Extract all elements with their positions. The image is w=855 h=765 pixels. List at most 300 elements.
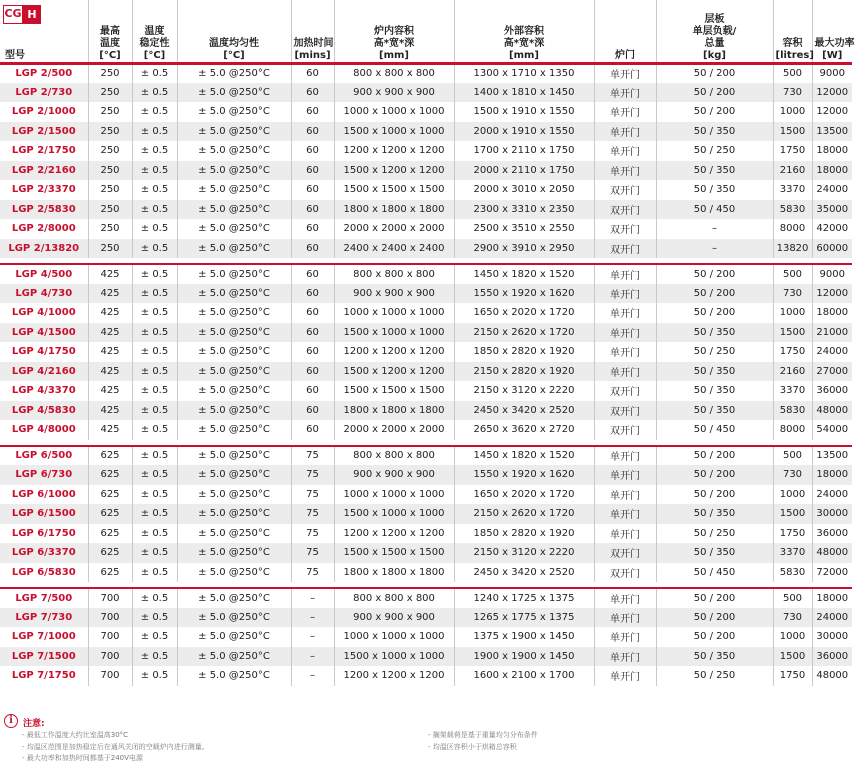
header-temp-stability: 温度 稳定性 [°C] — [132, 0, 177, 63]
cell-uniformity: ± 5.0 @250°C — [177, 420, 291, 440]
cell-model: LGP 7/1000 — [0, 627, 88, 647]
cell-max-temp: 625 — [88, 485, 132, 505]
cell-external: 1300 x 1710 x 1350 — [454, 63, 594, 83]
header-max-power: 最大功率 [W] — [812, 0, 852, 63]
cell-model: LGP 7/730 — [0, 608, 88, 628]
cell-uniformity: ± 5.0 @250°C — [177, 141, 291, 161]
cell-heatup: – — [291, 666, 334, 686]
table-row — [0, 141, 852, 161]
cell-door: 双开门 — [594, 563, 656, 583]
cell-shelf-load: 50 / 200 — [656, 588, 773, 608]
note-item: - 最低工作温度大约比室温高30°C — [22, 731, 129, 739]
cell-stability: ± 0.5 — [132, 362, 177, 382]
cell-max-power: 13500 — [812, 122, 852, 142]
cell-model: LGP 6/1000 — [0, 485, 88, 505]
cell-door: 双开门 — [594, 180, 656, 200]
cell-volume: 500 — [773, 446, 812, 466]
cell-max-temp: 250 — [88, 180, 132, 200]
cell-max-power: 12000 — [812, 83, 852, 103]
cell-uniformity: ± 5.0 @250°C — [177, 465, 291, 485]
table-row — [0, 63, 852, 83]
table-row — [0, 627, 852, 647]
cell-internal: 900 x 900 x 900 — [334, 608, 454, 628]
cell-max-temp: 425 — [88, 323, 132, 343]
cell-internal: 900 x 900 x 900 — [334, 465, 454, 485]
cell-internal: 1500 x 1200 x 1200 — [334, 362, 454, 382]
cell-external: 1550 x 1920 x 1620 — [454, 465, 594, 485]
cell-stability: ± 0.5 — [132, 200, 177, 220]
cell-max-temp: 425 — [88, 264, 132, 284]
cell-volume: 2160 — [773, 362, 812, 382]
cell-uniformity: ± 5.0 @250°C — [177, 647, 291, 667]
cell-door: 单开门 — [594, 485, 656, 505]
note-item: - 最大功率和加热时间都基于240V电源 — [22, 754, 143, 762]
table-row — [0, 381, 852, 401]
cell-shelf-load: 50 / 200 — [656, 485, 773, 505]
cell-door: 单开门 — [594, 524, 656, 544]
cell-shelf-load: 50 / 200 — [656, 465, 773, 485]
cell-max-temp: 250 — [88, 63, 132, 83]
table-row — [0, 608, 852, 628]
cell-external: 1400 x 1810 x 1450 — [454, 83, 594, 103]
cell-volume: 1750 — [773, 524, 812, 544]
cell-volume: 1000 — [773, 102, 812, 122]
cell-max-temp: 250 — [88, 161, 132, 181]
cell-uniformity: ± 5.0 @250°C — [177, 666, 291, 686]
cell-max-power: 36000 — [812, 647, 852, 667]
table-row — [0, 102, 852, 122]
cell-internal: 900 x 900 x 900 — [334, 284, 454, 304]
cell-external: 1650 x 2020 x 1720 — [454, 303, 594, 323]
cell-max-temp: 250 — [88, 200, 132, 220]
cell-external: 2650 x 3620 x 2720 — [454, 420, 594, 440]
cell-external: 1240 x 1725 x 1375 — [454, 588, 594, 608]
cell-door: 双开门 — [594, 239, 656, 259]
cell-shelf-load: – — [656, 219, 773, 239]
cell-volume: 3370 — [773, 543, 812, 563]
cell-max-power: 24000 — [812, 342, 852, 362]
cell-heatup: 60 — [291, 401, 334, 421]
cell-max-power: 9000 — [812, 63, 852, 83]
cell-door: 单开门 — [594, 504, 656, 524]
cell-external: 2900 x 3910 x 2950 — [454, 239, 594, 259]
cell-max-temp: 425 — [88, 284, 132, 304]
cell-external: 2450 x 3420 x 2520 — [454, 563, 594, 583]
cell-model: LGP 2/1500 — [0, 122, 88, 142]
cell-heatup: 60 — [291, 420, 334, 440]
cell-door: 单开门 — [594, 141, 656, 161]
cell-uniformity: ± 5.0 @250°C — [177, 342, 291, 362]
cell-external: 2150 x 2620 x 1720 — [454, 504, 594, 524]
cell-external: 1650 x 2020 x 1720 — [454, 485, 594, 505]
header-temp-uniformity: 温度均匀性 [°C] — [177, 0, 291, 63]
header-max-temp: 最高 温度 [°C] — [88, 0, 132, 63]
cell-max-temp: 625 — [88, 524, 132, 544]
table-row — [0, 303, 852, 323]
table-row — [0, 446, 852, 466]
cell-internal: 1000 x 1000 x 1000 — [334, 303, 454, 323]
cell-shelf-load: 50 / 200 — [656, 446, 773, 466]
cell-model: LGP 4/8000 — [0, 420, 88, 440]
cell-door: 单开门 — [594, 666, 656, 686]
cell-external: 1600 x 2100 x 1700 — [454, 666, 594, 686]
cell-model: LGP 4/1000 — [0, 303, 88, 323]
table-row — [0, 588, 852, 608]
cell-model: LGP 4/730 — [0, 284, 88, 304]
cell-stability: ± 0.5 — [132, 180, 177, 200]
cell-door: 单开门 — [594, 102, 656, 122]
cell-uniformity: ± 5.0 @250°C — [177, 122, 291, 142]
cell-external: 2300 x 3310 x 2350 — [454, 200, 594, 220]
cell-door: 单开门 — [594, 608, 656, 628]
cell-stability: ± 0.5 — [132, 161, 177, 181]
cell-shelf-load: 50 / 350 — [656, 401, 773, 421]
cell-heatup: 60 — [291, 303, 334, 323]
cell-uniformity: ± 5.0 @250°C — [177, 303, 291, 323]
note-item: - 均温区容积小于烘箱总容积 — [428, 742, 517, 751]
cell-heatup: 60 — [291, 141, 334, 161]
cell-stability: ± 0.5 — [132, 264, 177, 284]
table-row — [0, 200, 852, 220]
notes-right — [428, 730, 538, 753]
cell-stability: ± 0.5 — [132, 303, 177, 323]
cell-heatup: 60 — [291, 63, 334, 83]
cell-external: 1450 x 1820 x 1520 — [454, 264, 594, 284]
cell-max-power: 21000 — [812, 323, 852, 343]
table-row — [0, 284, 852, 304]
cell-model: LGP 6/730 — [0, 465, 88, 485]
cell-max-power: 18000 — [812, 141, 852, 161]
cell-heatup: 60 — [291, 323, 334, 343]
cell-volume: 2160 — [773, 161, 812, 181]
cell-shelf-load: 50 / 350 — [656, 362, 773, 382]
cell-stability: ± 0.5 — [132, 420, 177, 440]
table-row — [0, 323, 852, 343]
cell-door: 单开门 — [594, 122, 656, 142]
cell-uniformity: ± 5.0 @250°C — [177, 284, 291, 304]
cell-door: 单开门 — [594, 83, 656, 103]
cell-model: LGP 2/500 — [0, 63, 88, 83]
cell-stability: ± 0.5 — [132, 141, 177, 161]
cell-internal: 1200 x 1200 x 1200 — [334, 342, 454, 362]
cell-heatup: – — [291, 608, 334, 628]
cell-max-temp: 425 — [88, 342, 132, 362]
table-row — [0, 647, 852, 667]
notes-section — [0, 712, 812, 765]
cell-door: 单开门 — [594, 161, 656, 181]
cell-heatup: – — [291, 588, 334, 608]
cell-max-power: 12000 — [812, 102, 852, 122]
cell-max-temp: 250 — [88, 239, 132, 259]
cell-door: 单开门 — [594, 342, 656, 362]
cell-door: 双开门 — [594, 381, 656, 401]
cell-volume: 1500 — [773, 504, 812, 524]
cell-stability: ± 0.5 — [132, 219, 177, 239]
cell-external: 1265 x 1775 x 1375 — [454, 608, 594, 628]
cell-internal: 1500 x 1000 x 1000 — [334, 504, 454, 524]
cell-max-power: 18000 — [812, 588, 852, 608]
cell-max-power: 18000 — [812, 303, 852, 323]
cell-uniformity: ± 5.0 @250°C — [177, 543, 291, 563]
cell-stability: ± 0.5 — [132, 627, 177, 647]
cell-stability: ± 0.5 — [132, 563, 177, 583]
cell-external: 1850 x 2820 x 1920 — [454, 342, 594, 362]
cell-max-temp: 425 — [88, 420, 132, 440]
cell-max-temp: 425 — [88, 381, 132, 401]
table-row — [0, 161, 852, 181]
cell-max-temp: 700 — [88, 647, 132, 667]
cell-shelf-load: 50 / 450 — [656, 200, 773, 220]
cell-max-temp: 700 — [88, 627, 132, 647]
cell-door: 单开门 — [594, 323, 656, 343]
cell-internal: 1500 x 1500 x 1500 — [334, 543, 454, 563]
cell-shelf-load: 50 / 350 — [656, 122, 773, 142]
cell-heatup: 60 — [291, 102, 334, 122]
cell-model: LGP 6/3370 — [0, 543, 88, 563]
cell-internal: 1500 x 1500 x 1500 — [334, 180, 454, 200]
cell-volume: 3370 — [773, 180, 812, 200]
cell-heatup: – — [291, 627, 334, 647]
table-row — [0, 485, 852, 505]
cell-stability: ± 0.5 — [132, 666, 177, 686]
cell-shelf-load: 50 / 200 — [656, 284, 773, 304]
note-item: - 搁架载荷是基于重量均匀分布条件 — [428, 731, 538, 739]
cell-shelf-load: 50 / 350 — [656, 180, 773, 200]
cell-heatup: 60 — [291, 381, 334, 401]
cell-max-power: 36000 — [812, 524, 852, 544]
table-row — [0, 239, 852, 259]
cell-stability: ± 0.5 — [132, 381, 177, 401]
cell-volume: 1750 — [773, 141, 812, 161]
cell-external: 2450 x 3420 x 2520 — [454, 401, 594, 421]
cell-shelf-load: 50 / 350 — [656, 543, 773, 563]
cell-model: LGP 4/500 — [0, 264, 88, 284]
cell-max-power: 18000 — [812, 465, 852, 485]
cell-volume: 3370 — [773, 381, 812, 401]
cell-uniformity: ± 5.0 @250°C — [177, 161, 291, 181]
cell-volume: 730 — [773, 465, 812, 485]
cell-external: 1500 x 1910 x 1550 — [454, 102, 594, 122]
cell-uniformity: ± 5.0 @250°C — [177, 627, 291, 647]
cell-door: 双开门 — [594, 401, 656, 421]
cell-internal: 2000 x 2000 x 2000 — [334, 219, 454, 239]
cell-model: LGP 6/500 — [0, 446, 88, 466]
cell-external: 2150 x 2620 x 1720 — [454, 323, 594, 343]
cell-shelf-load: 50 / 200 — [656, 627, 773, 647]
table-row — [0, 342, 852, 362]
header-model: CG H 型号 — [0, 0, 88, 63]
cell-shelf-load: 50 / 200 — [656, 83, 773, 103]
cell-uniformity: ± 5.0 @250°C — [177, 563, 291, 583]
cell-max-temp: 625 — [88, 504, 132, 524]
cell-max-power: 48000 — [812, 401, 852, 421]
cell-max-temp: 700 — [88, 588, 132, 608]
cell-uniformity: ± 5.0 @250°C — [177, 381, 291, 401]
cell-stability: ± 0.5 — [132, 323, 177, 343]
cell-stability: ± 0.5 — [132, 647, 177, 667]
cell-heatup: 60 — [291, 122, 334, 142]
cell-model: LGP 7/1500 — [0, 647, 88, 667]
cell-volume: 500 — [773, 264, 812, 284]
cell-max-power: 42000 — [812, 219, 852, 239]
table-row — [0, 666, 852, 686]
cell-shelf-load: 50 / 200 — [656, 264, 773, 284]
cell-volume: 1500 — [773, 647, 812, 667]
cell-model: LGP 6/1500 — [0, 504, 88, 524]
cell-max-power: 36000 — [812, 381, 852, 401]
cell-external: 1375 x 1900 x 1450 — [454, 627, 594, 647]
cell-heatup: 75 — [291, 465, 334, 485]
cell-model: LGP 4/1750 — [0, 342, 88, 362]
cell-uniformity: ± 5.0 @250°C — [177, 264, 291, 284]
cell-max-temp: 700 — [88, 608, 132, 628]
table-row — [0, 264, 852, 284]
cell-heatup: – — [291, 647, 334, 667]
cell-max-temp: 250 — [88, 83, 132, 103]
cell-external: 1450 x 1820 x 1520 — [454, 446, 594, 466]
notes-title: 注意: — [23, 719, 45, 729]
cell-door: 单开门 — [594, 446, 656, 466]
cell-shelf-load: 50 / 250 — [656, 666, 773, 686]
cell-heatup: 75 — [291, 504, 334, 524]
cell-uniformity: ± 5.0 @250°C — [177, 362, 291, 382]
cell-uniformity: ± 5.0 @250°C — [177, 102, 291, 122]
cell-uniformity: ± 5.0 @250°C — [177, 239, 291, 259]
cell-internal: 1500 x 1000 x 1000 — [334, 323, 454, 343]
cell-max-temp: 250 — [88, 122, 132, 142]
cell-stability: ± 0.5 — [132, 465, 177, 485]
cell-model: LGP 2/8000 — [0, 219, 88, 239]
cell-stability: ± 0.5 — [132, 63, 177, 83]
cell-heatup: 60 — [291, 219, 334, 239]
cell-internal: 1500 x 1000 x 1000 — [334, 647, 454, 667]
table-row — [0, 122, 852, 142]
cell-volume: 730 — [773, 83, 812, 103]
cell-door: 单开门 — [594, 627, 656, 647]
cell-model: LGP 7/1750 — [0, 666, 88, 686]
header-heatup-time: 加热时间 [mins] — [291, 0, 334, 63]
cell-max-power: 13500 — [812, 446, 852, 466]
cell-stability: ± 0.5 — [132, 524, 177, 544]
cell-stability: ± 0.5 — [132, 504, 177, 524]
cell-max-temp: 425 — [88, 303, 132, 323]
table-row — [0, 465, 852, 485]
table-row — [0, 180, 852, 200]
cell-max-temp: 425 — [88, 362, 132, 382]
cell-internal: 800 x 800 x 800 — [334, 63, 454, 83]
brand-logo: CG H — [3, 5, 41, 24]
cell-internal: 1500 x 1500 x 1500 — [334, 381, 454, 401]
cell-door: 双开门 — [594, 219, 656, 239]
cell-uniformity: ± 5.0 @250°C — [177, 83, 291, 103]
cell-stability: ± 0.5 — [132, 608, 177, 628]
cell-model: LGP 4/1500 — [0, 323, 88, 343]
cell-stability: ± 0.5 — [132, 83, 177, 103]
cell-heatup: 75 — [291, 563, 334, 583]
cell-external: 2150 x 2820 x 1920 — [454, 362, 594, 382]
cell-stability: ± 0.5 — [132, 485, 177, 505]
table-row — [0, 504, 852, 524]
cell-shelf-load: 50 / 200 — [656, 102, 773, 122]
cell-internal: 1000 x 1000 x 1000 — [334, 102, 454, 122]
cell-heatup: 60 — [291, 200, 334, 220]
cell-volume: 1000 — [773, 303, 812, 323]
cell-external: 2000 x 3010 x 2050 — [454, 180, 594, 200]
cell-volume: 1500 — [773, 122, 812, 142]
cell-max-power: 60000 — [812, 239, 852, 259]
cell-heatup: 75 — [291, 543, 334, 563]
cell-model: LGP 2/1750 — [0, 141, 88, 161]
cell-model: LGP 7/500 — [0, 588, 88, 608]
cell-uniformity: ± 5.0 @250°C — [177, 180, 291, 200]
cell-internal: 2000 x 2000 x 2000 — [334, 420, 454, 440]
cell-heatup: 60 — [291, 362, 334, 382]
cell-external: 1850 x 2820 x 1920 — [454, 524, 594, 544]
cell-model: LGP 2/13820 — [0, 239, 88, 259]
cell-internal: 1000 x 1000 x 1000 — [334, 627, 454, 647]
cell-max-power: 30000 — [812, 627, 852, 647]
cell-external: 1900 x 1900 x 1450 — [454, 647, 594, 667]
cell-shelf-load: 50 / 350 — [656, 381, 773, 401]
cell-external: 2000 x 2110 x 1750 — [454, 161, 594, 181]
cell-volume: 500 — [773, 63, 812, 83]
cell-door: 单开门 — [594, 284, 656, 304]
cell-heatup: 60 — [291, 264, 334, 284]
cell-heatup: 75 — [291, 524, 334, 544]
cell-model: LGP 4/5830 — [0, 401, 88, 421]
cell-door: 单开门 — [594, 465, 656, 485]
cell-shelf-load: 50 / 450 — [656, 563, 773, 583]
cell-model: LGP 2/730 — [0, 83, 88, 103]
cell-shelf-load: 50 / 250 — [656, 342, 773, 362]
cell-door: 双开门 — [594, 420, 656, 440]
cell-door: 单开门 — [594, 264, 656, 284]
cell-stability: ± 0.5 — [132, 588, 177, 608]
table-row — [0, 563, 852, 583]
cell-model: LGP 4/2160 — [0, 362, 88, 382]
cell-max-power: 30000 — [812, 504, 852, 524]
cell-stability: ± 0.5 — [132, 543, 177, 563]
cell-internal: 1200 x 1200 x 1200 — [334, 666, 454, 686]
cell-heatup: 75 — [291, 485, 334, 505]
cell-max-power: 72000 — [812, 563, 852, 583]
cell-uniformity: ± 5.0 @250°C — [177, 200, 291, 220]
cell-external: 2150 x 3120 x 2220 — [454, 543, 594, 563]
cell-shelf-load: 50 / 350 — [656, 161, 773, 181]
cell-max-temp: 250 — [88, 102, 132, 122]
note-item: - 均温区范围是加热稳定后在通风关闭的空载炉内进行测量。 — [22, 742, 209, 751]
cell-shelf-load: 50 / 200 — [656, 608, 773, 628]
cell-uniformity: ± 5.0 @250°C — [177, 485, 291, 505]
cell-volume: 1750 — [773, 666, 812, 686]
cell-uniformity: ± 5.0 @250°C — [177, 323, 291, 343]
cell-heatup: 75 — [291, 446, 334, 466]
cell-internal: 2400 x 2400 x 2400 — [334, 239, 454, 259]
cell-uniformity: ± 5.0 @250°C — [177, 446, 291, 466]
cell-internal: 1500 x 1000 x 1000 — [334, 122, 454, 142]
cell-shelf-load: – — [656, 239, 773, 259]
cell-model: LGP 2/2160 — [0, 161, 88, 181]
cell-heatup: 60 — [291, 83, 334, 103]
cell-max-power: 24000 — [812, 485, 852, 505]
table-row — [0, 401, 852, 421]
cell-max-temp: 625 — [88, 446, 132, 466]
cell-max-power: 12000 — [812, 284, 852, 304]
cell-max-power: 27000 — [812, 362, 852, 382]
cell-shelf-load: 50 / 350 — [656, 647, 773, 667]
cell-max-power: 24000 — [812, 180, 852, 200]
header-shelf-load: 层板 单层负载/ 总量 [kg] — [656, 0, 773, 63]
